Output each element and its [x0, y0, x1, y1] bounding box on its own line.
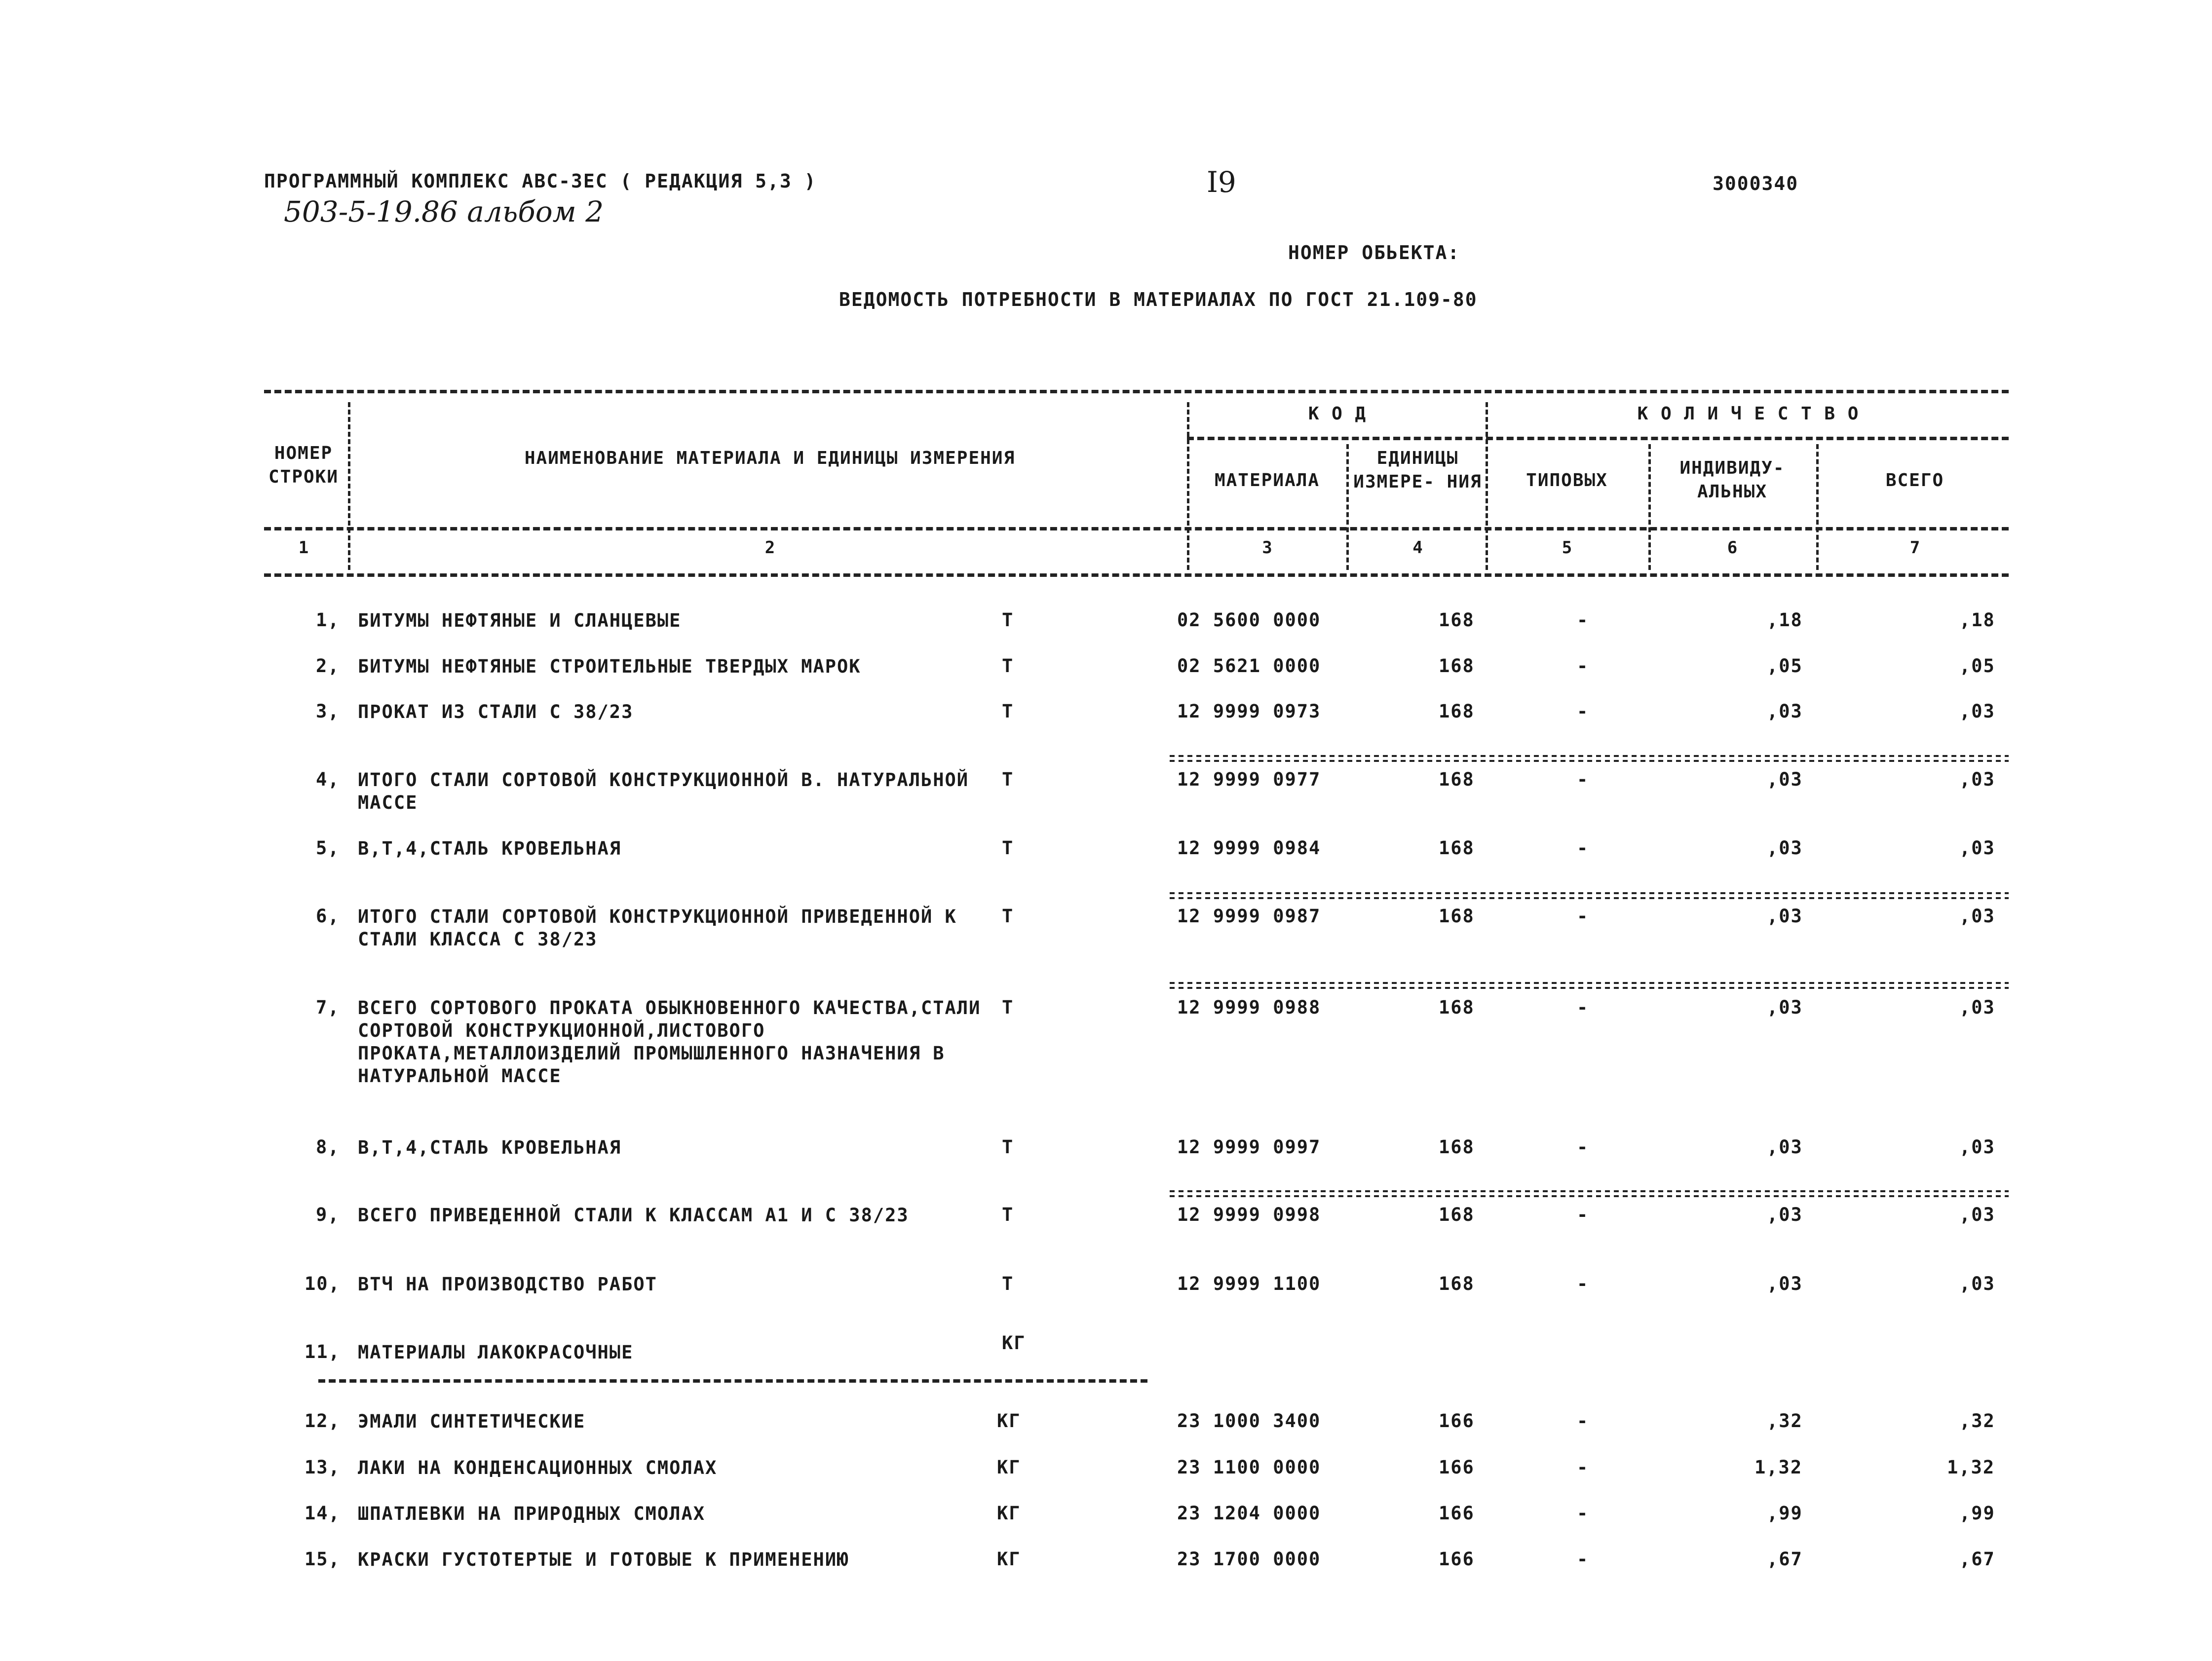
unit-code: 168 [1439, 837, 1475, 859]
total-qty: ,03 [1959, 701, 1995, 722]
material-code: 23 1100 0000 [1177, 1457, 1321, 1478]
typical-qty: - [1577, 1548, 1589, 1570]
row-number: 12, [305, 1410, 341, 1432]
col-sep [1648, 444, 1651, 570]
header-unit: ЕДИНИЦЫ ИЗМЕРЕ- НИЯ [1353, 448, 1482, 492]
row-number: 13, [305, 1457, 341, 1478]
material-name: ВСЕГО ПРИВЕДЕННОЙ СТАЛИ К КЛАССАМ А1 И С 38/23 [358, 1205, 909, 1226]
typical-qty: - [1577, 609, 1589, 631]
row-number: 10, [305, 1273, 341, 1294]
material-name: ЭМАЛИ СИНТЕТИЧЕСКИЕ [358, 1411, 586, 1432]
unit-code: 168 [1439, 1273, 1475, 1294]
individual-qty: ,99 [1767, 1503, 1803, 1524]
colnum: 4 [1412, 538, 1423, 558]
unit-code: 168 [1439, 655, 1475, 677]
individual-qty: ,03 [1767, 1136, 1803, 1158]
row-number: 5, [316, 837, 340, 859]
material-code: 12 9999 1100 [1177, 1273, 1321, 1294]
typical-qty: - [1577, 1204, 1589, 1225]
row-number: 9, [316, 1204, 340, 1225]
typical-qty: - [1577, 655, 1589, 677]
object-number-label: НОМЕР ОБЬЕКТА: [1288, 242, 1460, 264]
material-code: 12 9999 0997 [1177, 1136, 1321, 1158]
total-qty: ,03 [1959, 769, 1995, 790]
document-code: 3000340 [1713, 173, 1799, 194]
material-code: 12 9999 0988 [1177, 997, 1321, 1018]
table-top-rule [264, 390, 2009, 393]
material-name: БИТУМЫ НЕФТЯНЫЕ И СЛАНЦЕВЫЕ [358, 610, 682, 631]
total-qty: ,03 [1959, 906, 1995, 927]
material-name: ВСЕГО СОРТОВОГО ПРОКАТА ОБЫКНОВЕННОГО КАЧЕСТВА,СТАЛИ СОРТОВОЙ КОНСТРУКЦИОННОЙ,ЛИСТОВОГО ПРОКАТА,МЕТАЛЛОИЗДЕЛИЙ ПРОМЫШЛЕННОГО НАЗНАЧЕНИЯ В НАТУРАЛЬНОЙ МАССЕ [358, 997, 981, 1087]
unit-of-measure: Т [1002, 837, 1014, 859]
individual-qty: ,03 [1767, 997, 1803, 1018]
total-qty: ,99 [1959, 1503, 1995, 1524]
unit-of-measure: Т [1002, 769, 1014, 790]
program-header: ПРОГРАММНЫЙ КОМПЛЕКС АВС-3ЕС ( РЕДАКЦИЯ 5,3 ) [264, 170, 817, 192]
individual-qty: ,03 [1767, 837, 1803, 859]
individual-qty: ,05 [1767, 655, 1803, 677]
colnum-bottom-rule [264, 573, 2009, 577]
group-underline [318, 1379, 1147, 1383]
typical-qty: - [1577, 1457, 1589, 1478]
total-qty: ,67 [1959, 1548, 1995, 1570]
material-code: 12 9999 0973 [1177, 701, 1321, 722]
colnum: 7 [1909, 538, 1920, 558]
material-code: 12 9999 0987 [1177, 906, 1321, 927]
material-code: 23 1000 3400 [1177, 1410, 1321, 1432]
unit-code: 166 [1439, 1457, 1475, 1478]
total-qty: ,03 [1959, 1136, 1995, 1158]
row-number: 3, [316, 701, 340, 722]
material-name: ШПАТЛЕВКИ НА ПРИРОДНЫХ СМОЛАХ [358, 1503, 706, 1524]
unit-of-measure: КГ [997, 1548, 1021, 1570]
row-number: 7, [316, 997, 340, 1018]
individual-qty: ,32 [1767, 1410, 1803, 1432]
total-qty: ,03 [1959, 837, 1995, 859]
typical-qty: - [1577, 997, 1589, 1018]
header-material: МАТЕРИАЛА [1214, 470, 1320, 491]
typical-qty: - [1577, 769, 1589, 790]
individual-qty: ,03 [1767, 769, 1803, 790]
row-number: 6, [316, 906, 340, 927]
unit-code: 166 [1439, 1548, 1475, 1570]
total-qty: ,03 [1959, 1204, 1995, 1225]
material-code: 23 1204 0000 [1177, 1503, 1321, 1524]
subtotal-rule [1170, 982, 2009, 989]
document-title: ВЕДОМОСТЬ ПОТРЕБНОСТИ В МАТЕРИАЛАХ ПО ГОСТ 21.109-80 [839, 289, 1478, 310]
material-name: МАТЕРИАЛЫ ЛАКОКРАСОЧНЫЕ [358, 1342, 634, 1363]
total-qty: ,32 [1959, 1410, 1995, 1432]
material-code: 12 9999 0977 [1177, 769, 1321, 790]
unit-code: 168 [1439, 701, 1475, 722]
material-name: В,Т,4,СТАЛЬ КРОВЕЛЬНАЯ [358, 838, 622, 859]
handwritten-note: 503-5-19.86 альбом 2 [284, 195, 604, 228]
material-name: В,Т,4,СТАЛЬ КРОВЕЛЬНАЯ [358, 1137, 622, 1158]
individual-qty: ,03 [1767, 906, 1803, 927]
typical-qty: - [1577, 1410, 1589, 1432]
unit-of-measure: КГ [997, 1410, 1021, 1432]
unit-of-measure: КГ [997, 1457, 1021, 1478]
individual-qty: ,18 [1767, 609, 1803, 631]
subtotal-rule [1170, 755, 2009, 762]
row-number: 1, [316, 609, 340, 631]
total-qty: ,03 [1959, 1273, 1995, 1294]
material-code: 02 5621 0000 [1177, 655, 1321, 677]
header-individual: ИНДИВИДУ- АЛЬНЫХ [1679, 458, 1785, 502]
header-code: К О Д [1308, 404, 1367, 424]
typical-qty: - [1577, 701, 1589, 722]
row-number: 15, [305, 1548, 341, 1570]
row-number: 8, [316, 1136, 340, 1158]
material-name: ПРОКАТ ИЗ СТАЛИ С 38/23 [358, 701, 634, 722]
unit-code: 166 [1439, 1410, 1475, 1432]
material-name: БИТУМЫ НЕФТЯНЫЕ СТРОИТЕЛЬНЫЕ ТВЕРДЫХ МАРОК [358, 656, 861, 677]
unit-code: 168 [1439, 609, 1475, 631]
material-code: 23 1700 0000 [1177, 1548, 1321, 1570]
typical-qty: - [1577, 837, 1589, 859]
row-number: 2, [316, 655, 340, 677]
page-number: I9 [1207, 165, 1236, 199]
header-total: ВСЕГО [1885, 470, 1945, 491]
unit-code: 168 [1439, 997, 1475, 1018]
colnum: 3 [1262, 538, 1272, 558]
row-number: 11, [305, 1341, 341, 1362]
unit-of-measure: КГ [997, 1503, 1021, 1524]
unit-code: 168 [1439, 906, 1475, 927]
unit-of-measure: Т [1002, 906, 1014, 927]
unit-of-measure: КГ [1002, 1332, 1026, 1354]
material-name: ВТЧ НА ПРОИЗВОДСТВО РАБОТ [358, 1274, 657, 1295]
subtotal-rule [1170, 892, 2009, 899]
subtotal-rule [1170, 1190, 2009, 1197]
typical-qty: - [1577, 1503, 1589, 1524]
material-name: КРАСКИ ГУСТОТЕРТЫЕ И ГОТОВЫЕ К ПРИМЕНЕНИЮ [358, 1549, 849, 1570]
total-qty: 1,32 [1947, 1457, 1995, 1478]
colnum: 2 [764, 538, 775, 558]
typical-qty: - [1577, 1273, 1589, 1294]
header-name: НАИМЕНОВАНИЕ МАТЕРИАЛА И ЕДИНИЦЫ ИЗМЕРЕНИЯ [524, 448, 1016, 468]
unit-of-measure: Т [1002, 1136, 1014, 1158]
unit-of-measure: Т [1002, 609, 1014, 631]
unit-of-measure: Т [1002, 1204, 1014, 1225]
row-number: 14, [305, 1503, 341, 1524]
material-name: ИТОГО СТАЛИ СОРТОВОЙ КОНСТРУКЦИОННОЙ ПРИВЕДЕННОЙ К СТАЛИ КЛАССА С 38/23 [358, 906, 957, 950]
material-name: ЛАКИ НА КОНДЕНСАЦИОННЫХ СМОЛАХ [358, 1457, 718, 1478]
unit-code: 166 [1439, 1503, 1475, 1524]
header-quantity: К О Л И Ч Е С Т В О [1637, 404, 1860, 424]
total-qty: ,03 [1959, 997, 1995, 1018]
col-sep [348, 402, 350, 570]
unit-of-measure: Т [1002, 655, 1014, 677]
individual-qty: ,03 [1767, 1204, 1803, 1225]
header-bottom-rule [264, 527, 2009, 530]
colnum: 5 [1562, 538, 1572, 558]
unit-code: 168 [1439, 1204, 1475, 1225]
material-name: ИТОГО СТАЛИ СОРТОВОЙ КОНСТРУКЦИОННОЙ В. НАТУРАЛЬНОЙ МАССЕ [358, 769, 969, 813]
colnum: 6 [1727, 538, 1738, 558]
header-typical: ТИПОВЫХ [1526, 470, 1608, 491]
total-qty: ,05 [1959, 655, 1995, 677]
unit-code: 168 [1439, 1136, 1475, 1158]
unit-of-measure: Т [1002, 1273, 1014, 1294]
unit-of-measure: Т [1002, 997, 1014, 1018]
individual-qty: ,67 [1767, 1548, 1803, 1570]
col-sep [1346, 444, 1349, 570]
row-number: 4, [316, 769, 340, 790]
material-code: 12 9999 0984 [1177, 837, 1321, 859]
material-code: 02 5600 0000 [1177, 609, 1321, 631]
unit-code: 168 [1439, 769, 1475, 790]
total-qty: ,18 [1959, 609, 1995, 631]
header-row-number: НОМЕР СТРОКИ [268, 443, 339, 487]
individual-qty: 1,32 [1754, 1457, 1803, 1478]
individual-qty: ,03 [1767, 1273, 1803, 1294]
unit-of-measure: Т [1002, 701, 1014, 722]
typical-qty: - [1577, 1136, 1589, 1158]
individual-qty: ,03 [1767, 701, 1803, 722]
colnum: 1 [298, 538, 309, 558]
typical-qty: - [1577, 906, 1589, 927]
col-sep [1816, 444, 1819, 570]
header-mid-rule [1187, 437, 2009, 440]
material-code: 12 9999 0998 [1177, 1204, 1321, 1225]
